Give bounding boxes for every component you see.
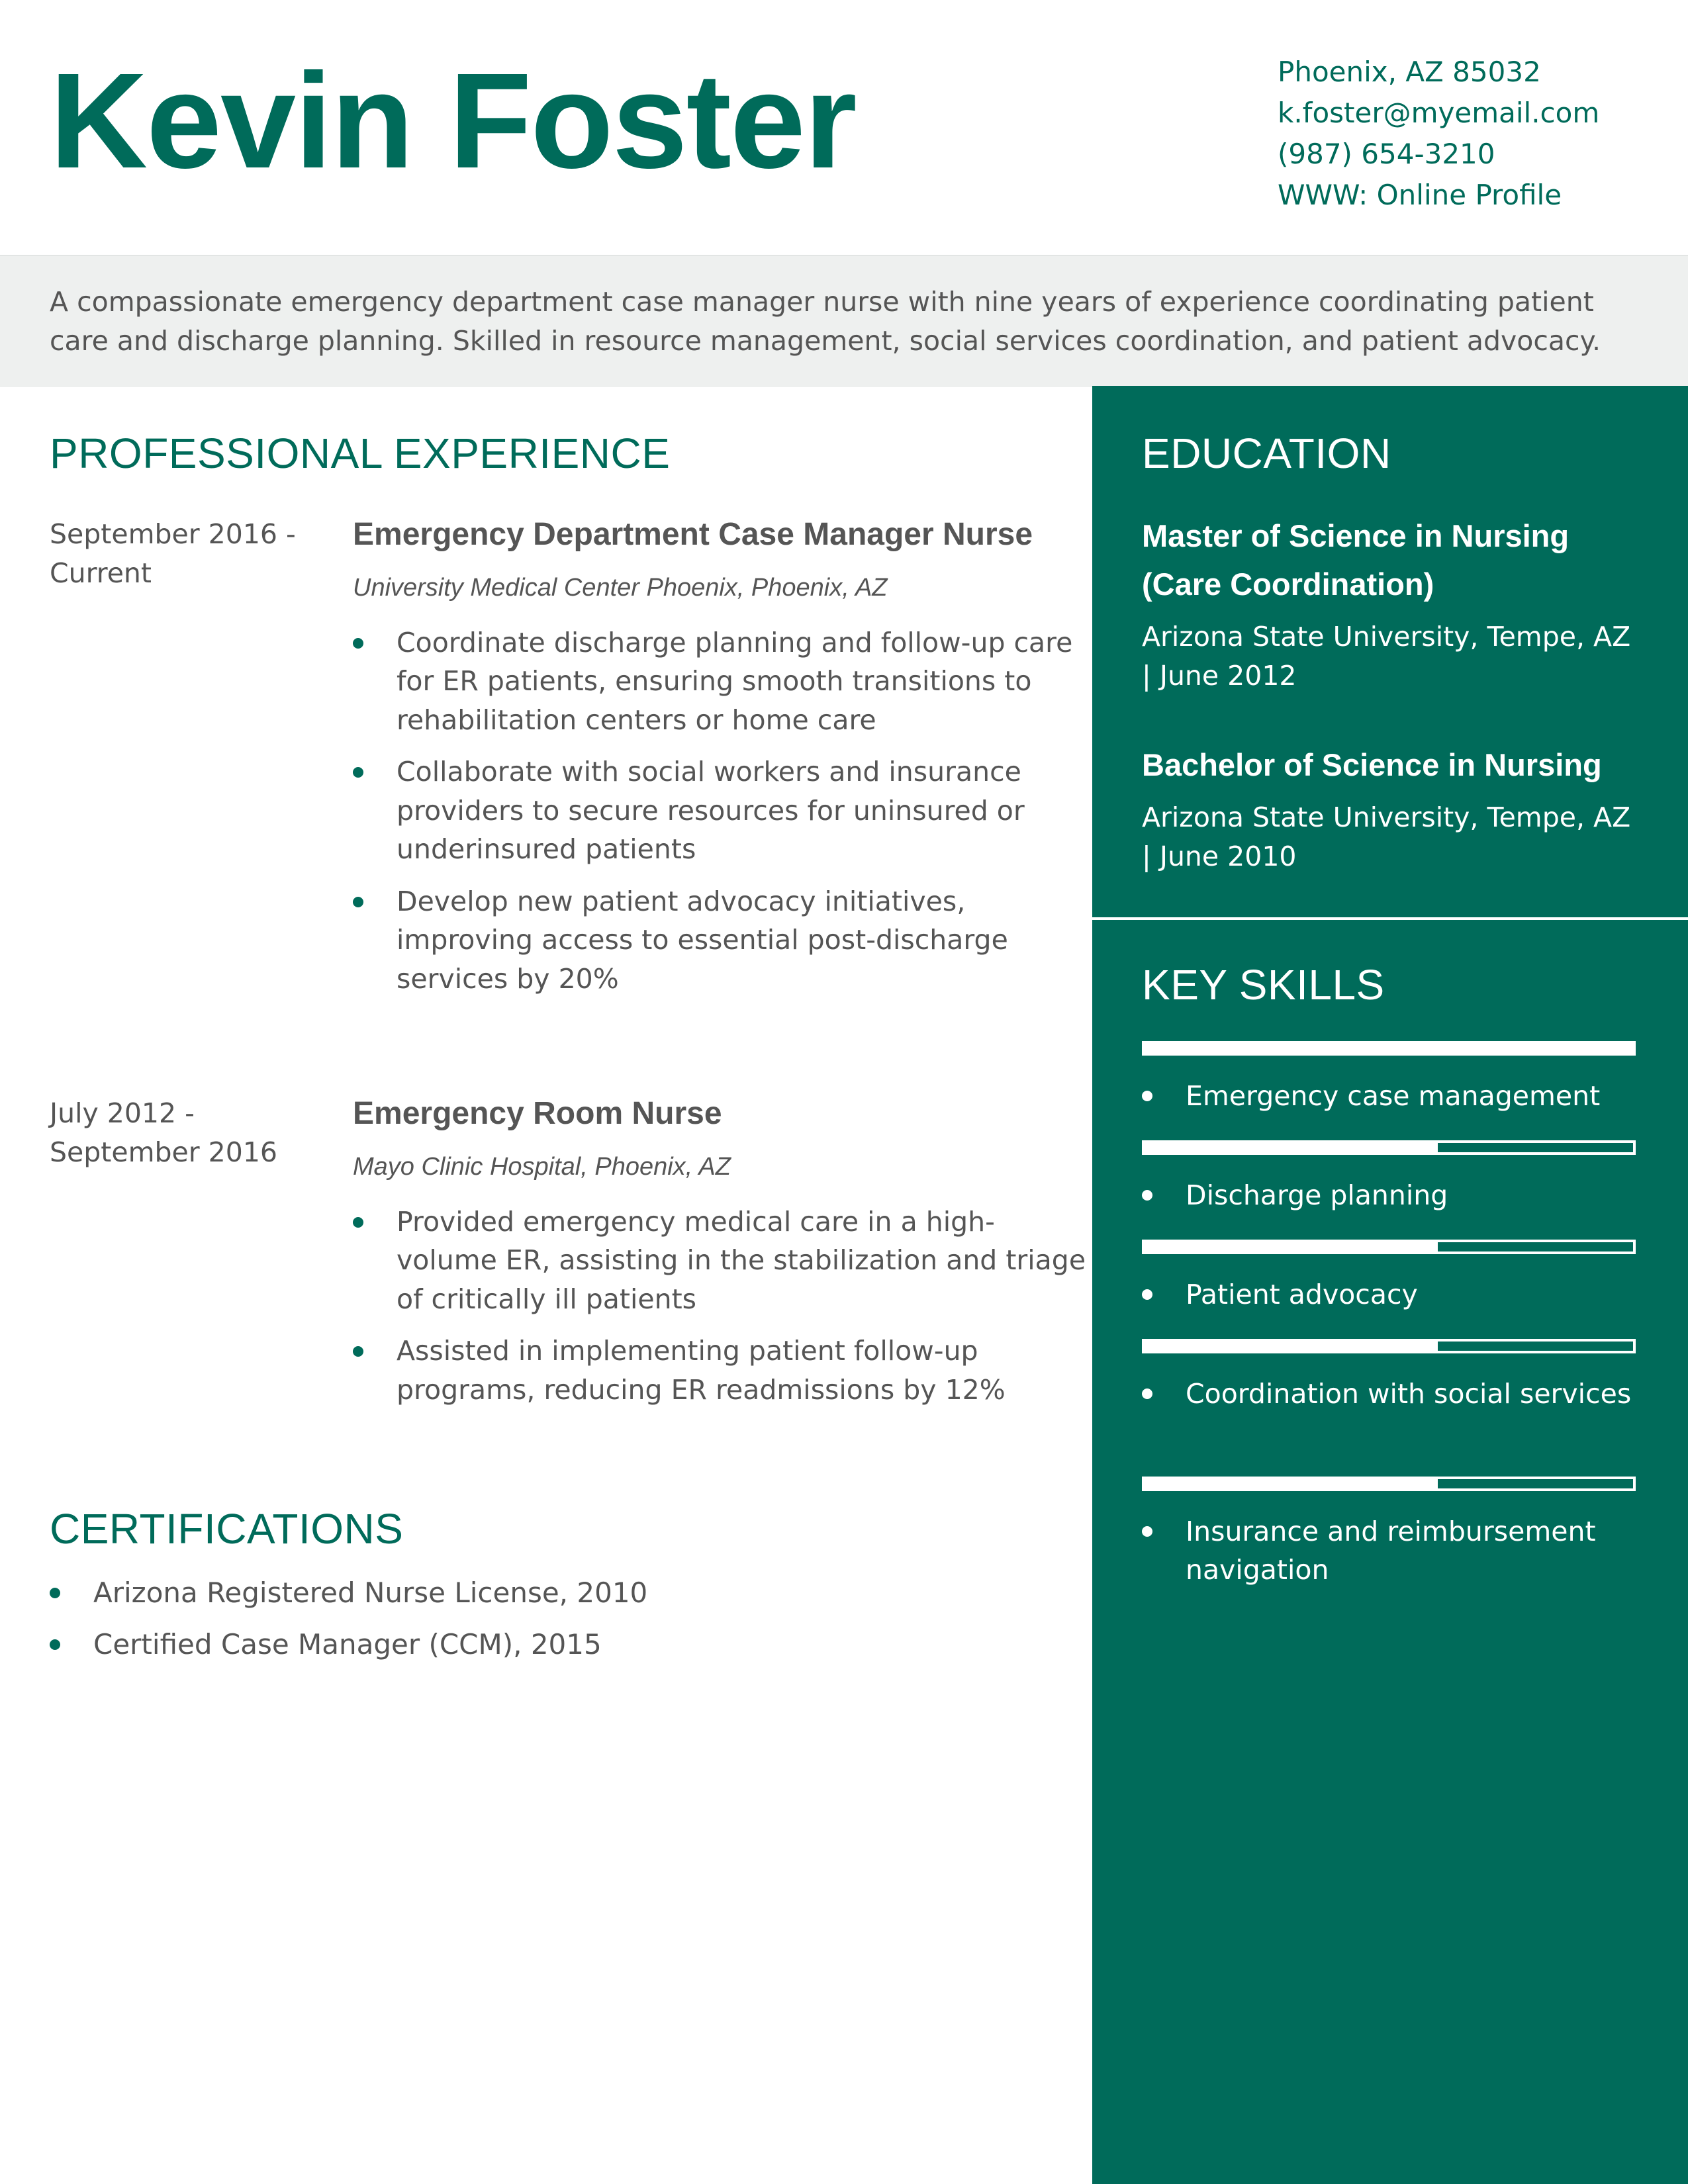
degree-school: Arizona State University, Tempe, AZ | June 2012 — [1142, 621, 1631, 692]
degree-name: Master of Science in Nursing (Care Coordination) — [1142, 518, 1570, 602]
certifications-heading: CERTIFICATIONS — [50, 1505, 404, 1553]
skill-level-fill — [1145, 1044, 1633, 1053]
bullet-icon — [1142, 1190, 1152, 1201]
bullet-icon — [353, 1217, 363, 1228]
job-bullets — [353, 623, 1088, 999]
job-bullet — [353, 882, 1088, 999]
skill-level-bar — [1142, 1339, 1636, 1353]
certifications-list — [50, 1574, 647, 1677]
job-dates: September 2016 - Current — [50, 518, 296, 589]
skill-level-fill — [1145, 1143, 1438, 1152]
skill-level-bar — [1142, 1140, 1636, 1155]
certification-text: Arizona Registered Nurse License, 2010 — [93, 1576, 648, 1609]
skill-item — [1142, 1077, 1645, 1115]
contact-email[interactable]: k.foster@myemail.com — [1278, 97, 1600, 129]
contact-phone[interactable]: (987) 654-3210 — [1278, 138, 1495, 170]
contact-website[interactable]: WWW: Online Profile — [1278, 179, 1562, 211]
certification-item — [50, 1625, 647, 1664]
bullet-icon — [50, 1639, 60, 1650]
job-bullet — [353, 1332, 1088, 1409]
candidate-name: Kevin Foster — [50, 45, 856, 197]
job-bullets — [353, 1203, 1088, 1410]
bullet-icon — [1142, 1289, 1152, 1300]
job-bullet-text: Develop new patient advocacy initiatives, improving access to essential post-discharge services by 20% — [397, 885, 1008, 995]
skill-label: Insurance and reimbursement navigation — [1186, 1516, 1596, 1586]
skill-label: Emergency case management — [1186, 1080, 1601, 1112]
skill-level-fill — [1145, 1342, 1438, 1351]
contact-location: Phoenix, AZ 85032 — [1278, 56, 1541, 88]
skill-level-bar — [1142, 1240, 1636, 1254]
job-details — [353, 515, 1088, 1011]
degree-school: Arizona State University, Tempe, AZ | June 2010 — [1142, 801, 1631, 872]
skill-level-fill — [1145, 1242, 1438, 1251]
bullet-icon — [50, 1588, 60, 1598]
job-bullet — [353, 623, 1088, 740]
bullet-icon — [353, 1346, 363, 1357]
skill-item — [1142, 1512, 1645, 1589]
bullet-icon — [353, 638, 363, 649]
skill-item — [1142, 1275, 1645, 1314]
bullet-icon — [353, 897, 363, 907]
bullet-icon — [353, 767, 363, 778]
job-title: Emergency Department Case Manager Nurse — [353, 517, 1033, 552]
bullet-icon — [1142, 1526, 1152, 1537]
certification-item — [50, 1574, 647, 1612]
sidebar — [1092, 386, 1688, 2184]
certification-text: Certified Case Manager (CCM), 2015 — [93, 1628, 602, 1661]
skill-level-bar — [1142, 1041, 1636, 1056]
degree-name: Bachelor of Science in Nursing — [1142, 747, 1602, 782]
job-company: University Medical Center Phoenix, Phoenix, AZ — [353, 574, 888, 602]
job-bullet-text: Assisted in implementing patient follow-up programs, reducing ER readmissions by 12% — [397, 1335, 1006, 1406]
skill-item — [1142, 1176, 1645, 1214]
skills-heading: KEY SKILLS — [1142, 961, 1385, 1009]
skill-level-bar — [1142, 1477, 1636, 1491]
education-heading: EDUCATION — [1142, 430, 1391, 477]
job-details — [353, 1094, 1088, 1422]
job-bullet — [353, 752, 1088, 869]
degree-entry — [1142, 741, 1645, 876]
job-bullet-text: Provided emergency medical care in a high-volume ER, assisting in the stabilization and triage of critically ill patients — [397, 1205, 1086, 1315]
job-dates: July 2012 - September 2016 — [50, 1097, 277, 1168]
job-bullet-text: Collaborate with social workers and insurance providers to secure resources for uninsured or underinsured patients — [397, 756, 1025, 866]
contact-info — [1278, 52, 1599, 216]
skill-level-fill — [1145, 1479, 1438, 1488]
job-title: Emergency Room Nurse — [353, 1096, 722, 1131]
bullet-icon — [1142, 1091, 1152, 1101]
skill-label: Coordination with social services — [1186, 1378, 1632, 1410]
summary-band — [0, 255, 1688, 387]
experience-heading: PROFESSIONAL EXPERIENCE — [50, 430, 671, 477]
summary-text: A compassionate emergency department case manager nurse with nine years of experience coordinating patient care and discharge planning. Skilled in resource management, social services coordination, and patient advocacy. — [50, 286, 1601, 357]
job-bullet — [353, 1203, 1088, 1319]
job-bullet-text: Coordinate discharge planning and follow-up care for ER patients, ensuring smooth transitions to rehabilitation centers or home care — [397, 626, 1073, 736]
skill-label: Patient advocacy — [1186, 1279, 1418, 1310]
bullet-icon — [1142, 1388, 1152, 1399]
degree-entry — [1142, 512, 1645, 696]
skill-item — [1142, 1375, 1645, 1413]
skill-label: Discharge planning — [1186, 1179, 1448, 1211]
job-company: Mayo Clinic Hospital, Phoenix, AZ — [353, 1153, 731, 1181]
sidebar-divider — [1092, 917, 1688, 920]
